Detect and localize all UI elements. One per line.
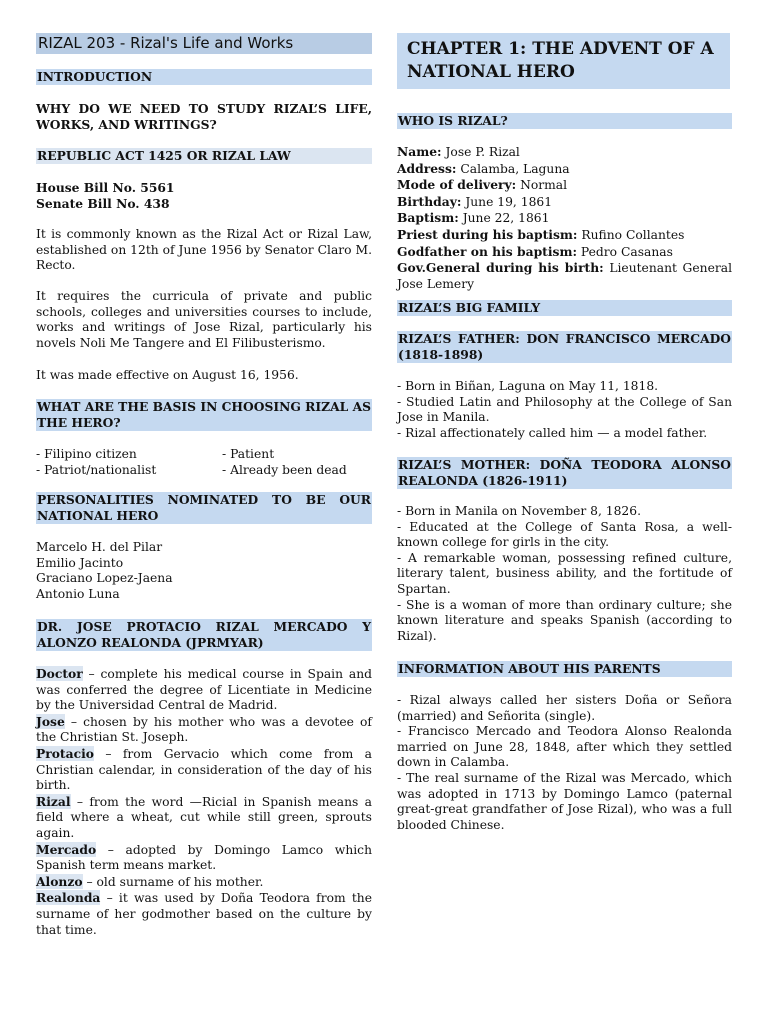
parents-points [397, 693, 732, 833]
fact-row [397, 161, 732, 178]
name-part-term: Realonda [36, 890, 101, 906]
fact-label: Address: [397, 160, 457, 176]
parents-info-heading: INFORMATION ABOUT HIS PARENTS [397, 661, 732, 677]
parents-point: - Rizal always called her sisters Doña or Señora (married) and Señorita (single). [397, 693, 732, 723]
rizal-law-heading: REPUBLIC ACT 1425 OR RIZAL LAW [36, 148, 372, 164]
effective-date-paragraph: It was made effective on August 16, 1956. [36, 368, 299, 382]
mother-point: - A remarkable woman, possessing refined culture, literary talent, business ability, and the fortitude of Spartan. [397, 550, 732, 596]
mother-point: - Educated at the College of Santa Rosa, a well-known college for girls in the city. [397, 519, 732, 550]
nominated-heading: PERSONALITIES NOMINATED TO BE OUR NATIONAL HERO [37, 492, 371, 523]
name-part-entry [36, 874, 372, 891]
name-part-desc: – from Gervacio which come from a Christian calendar, in consideration of the day of his birth. [36, 746, 372, 793]
fact-row [397, 244, 732, 261]
name-part-desc: – adopted by Domingo Lamco which Spanish term means market. [36, 842, 372, 873]
who-is-rizal-heading: WHO IS RIZAL? [397, 113, 732, 129]
fact-label: Godfather on his baptism: [397, 243, 577, 259]
name-parts-list [36, 666, 372, 938]
chapter-title: CHAPTER 1: THE ADVENT OF A NATIONAL HERO [397, 33, 730, 89]
fact-row [397, 144, 732, 161]
fact-label: Gov.General during his birth: [397, 260, 604, 276]
basis-item: - Filipino citizen [36, 447, 137, 461]
fact-value: Calamba, Laguna [456, 161, 570, 176]
name-part-term: Jose [36, 713, 65, 729]
fact-value: June 19, 1861 [461, 194, 553, 209]
mother-point: - Born in Manila on November 8, 1826. [397, 504, 641, 518]
fact-label: Birthday: [397, 193, 462, 209]
fact-value: Pedro Casanas [577, 244, 673, 259]
name-part-desc: – old surname of his mother. [82, 874, 264, 889]
nominee-item: Graciano Lopez-Jaena [36, 571, 173, 586]
name-part-desc: – from the word —Ricial in Spanish means a field where a wheat, cut while still green, sprouts again. [36, 794, 372, 840]
name-part-entry [36, 842, 372, 874]
name-part-desc: – complete his medical course in Spain and was conferred the degree of Licentiate in Medicine by the Universidad Central de Madrid. [36, 667, 372, 713]
full-name-heading: DR. JOSE PROTACIO RIZAL MERCADO Y ALONZO REALONDA (JPRMYAR) [37, 619, 371, 650]
curricula-paragraph: It requires the curricula of private and public schools, colleges and universities courses to include, works and writings of Jose Rizal, particularly his novels Noli Me Tangere and El Filibusterismo. [36, 289, 372, 350]
nominee-list [36, 540, 372, 602]
fact-row [397, 227, 732, 244]
father-point: - Born in Biñan, Laguna on May 11, 1818. [397, 379, 659, 393]
name-part-term: Doctor [36, 666, 83, 681]
fact-value: Rufino Collantes [577, 227, 685, 242]
fact-row [397, 260, 732, 292]
basis-item: - Already been dead [222, 463, 347, 477]
fact-label: Name: [397, 144, 442, 159]
big-family-heading: RIZAL’S BIG FAMILY [397, 300, 732, 316]
name-part-entry [36, 890, 372, 938]
fact-value: Normal [516, 178, 568, 193]
parents-point: - The real surname of the Rizal was Mercado, which was adopted in 1713 by Domingo Lamco (paternal great-great grandfather of Jose Rizal), who was a full blooded Chinese. [397, 770, 732, 832]
father-heading: RIZAL’S FATHER: DON FRANCISCO MERCADO (1818-1898) [398, 331, 731, 362]
mother-points [397, 504, 732, 644]
name-part-term: Protacio [36, 745, 94, 761]
rizal-facts [397, 144, 732, 292]
fact-label: Priest during his baptism: [397, 226, 578, 242]
name-part-entry [36, 714, 372, 746]
basis-heading: WHAT ARE THE BASIS IN CHOOSING RIZAL AS THE HERO? [37, 399, 371, 430]
fact-value: Lieutenant General Jose Lemery [397, 261, 732, 291]
father-point: - Rizal affectionately called him — a model father. [397, 425, 708, 440]
fact-label: Baptism: [397, 210, 459, 226]
father-point: - Studied Latin and Philosophy at the College of San Jose in Manila. [397, 394, 732, 425]
why-study-heading: WHY DO WE NEED TO STUDY RIZAL’S LIFE, WORKS, AND WRITINGS? [36, 101, 372, 132]
fact-value: Jose P. Rizal [441, 145, 520, 159]
fact-label: Mode of delivery: [397, 177, 517, 193]
introduction-heading: INTRODUCTION [36, 69, 372, 85]
name-part-entry [36, 746, 372, 794]
father-points [397, 379, 732, 441]
nominee-item: Marcelo H. del Pilar [36, 540, 163, 554]
fact-row [397, 177, 732, 194]
fact-row [397, 210, 732, 227]
basis-item: - Patriot/nationalist [36, 463, 157, 477]
name-part-entry [36, 794, 372, 842]
senate-bill: Senate Bill No. 438 [36, 196, 170, 211]
name-part-term: Mercado [36, 841, 97, 857]
name-part-desc: – it was used by Doña Teodora from the surname of her godmother based on the culture by that time. [36, 891, 372, 937]
name-part-term: Alonzo [36, 873, 83, 889]
nominee-item: Antonio Luna [36, 586, 120, 601]
fact-row [397, 194, 732, 211]
course-title: RIZAL 203 - Rizal's Life and Works [36, 33, 372, 54]
mother-heading: RIZAL’S MOTHER: DOÑA TEODORA ALONSO REALONDA (1826-1911) [398, 457, 731, 488]
basis-item: - Patient [222, 447, 275, 461]
name-part-entry [36, 666, 372, 714]
name-part-term: Rizal [36, 793, 71, 809]
parents-point: - Francisco Mercado and Teodora Alonso Realonda married on June 28, 1848, after which they settled down in Calamba. [397, 724, 732, 770]
nominee-item: Emilio Jacinto [36, 555, 124, 570]
rizal-law-paragraph: It is commonly known as the Rizal Act or Rizal Law, established on 12th of June 1956 by Senator Claro M. Recto. [36, 227, 372, 273]
mother-point: - She is a woman of more than ordinary culture; she known literature and speaks Spanish (according to Rizal). [397, 597, 732, 643]
fact-value: June 22, 1861 [458, 211, 550, 226]
name-part-desc: – chosen by his mother who was a devotee of the Christian St. Joseph. [36, 714, 372, 745]
house-bill: House Bill No. 5561 [36, 180, 175, 195]
